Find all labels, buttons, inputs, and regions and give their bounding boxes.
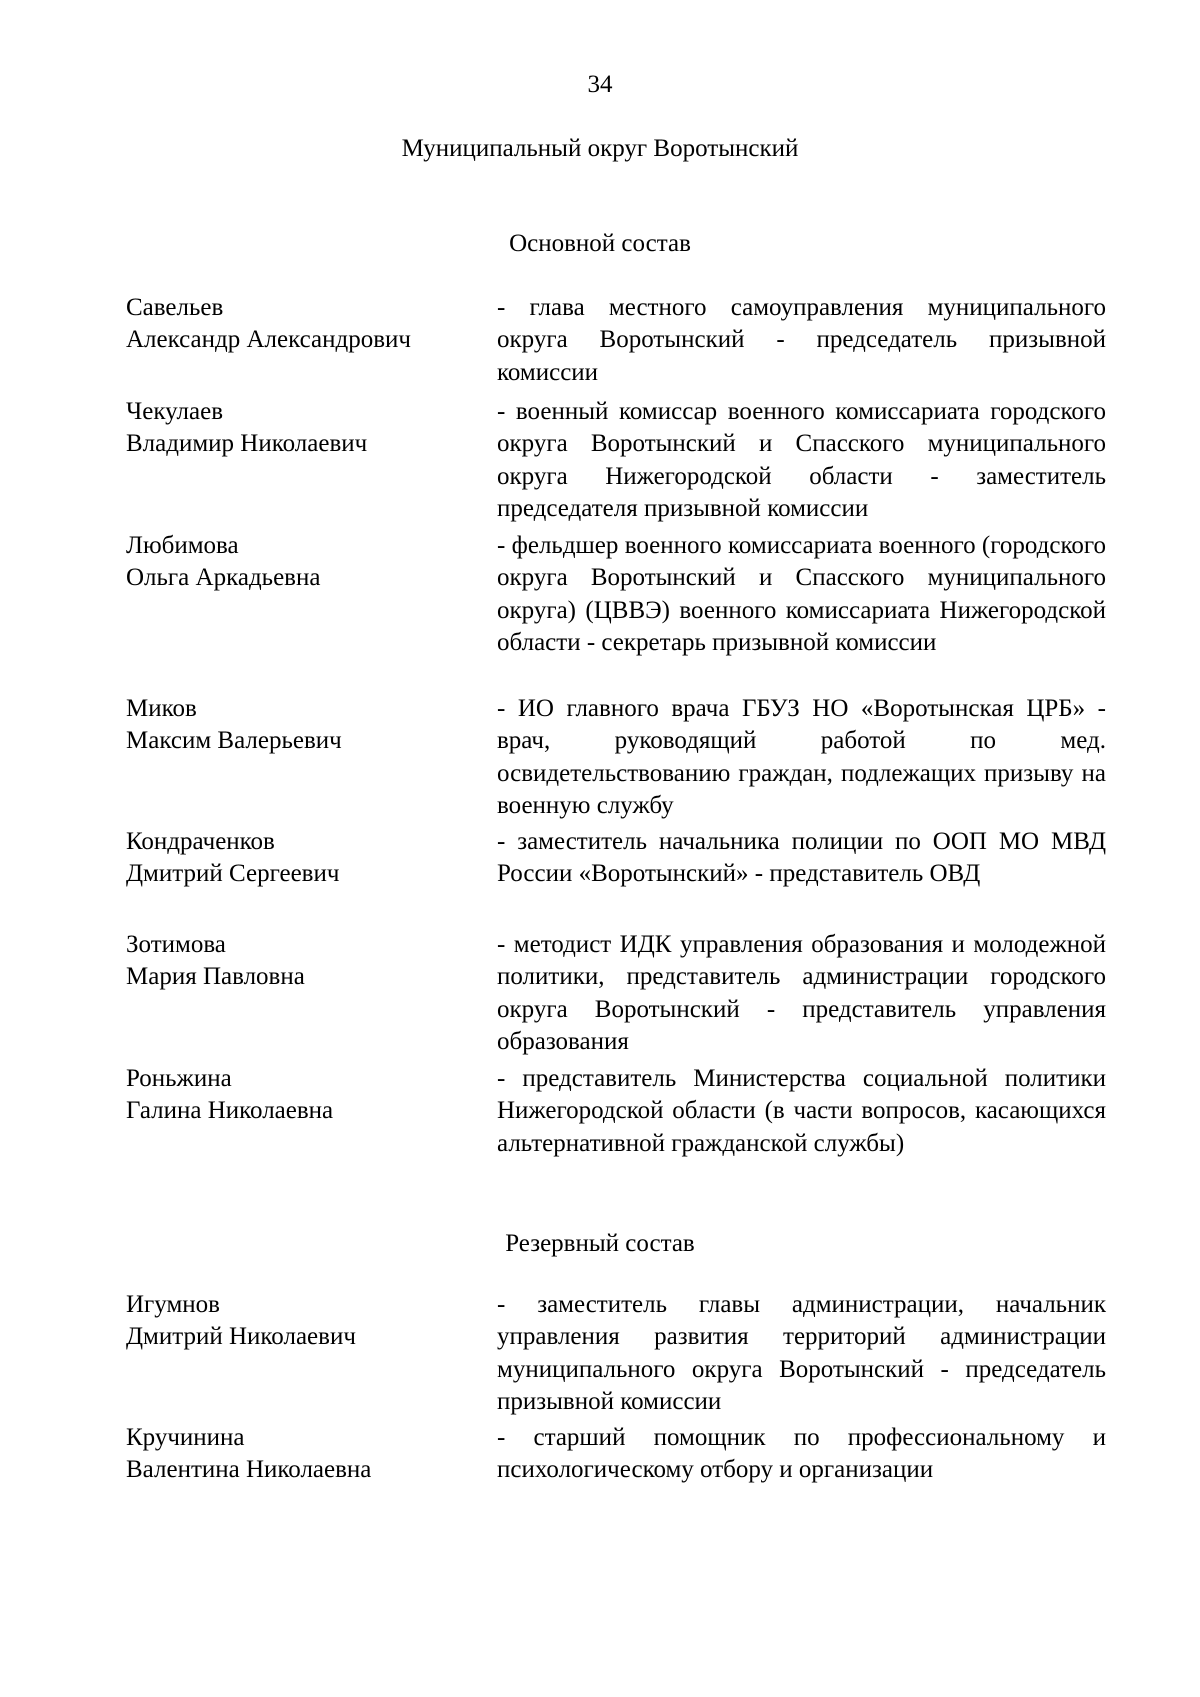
reserve-section-heading: Резервный состав <box>505 1230 695 1257</box>
member-role: - ИО главного врача ГБУЗ НО «Воротынская ЦРБ» - врач, руководящий работой по мед. освидетельствованию граждан, подлежащих призыву на военную службу <box>497 695 1106 819</box>
member-given-names: Галина Николаевна <box>126 1097 334 1125</box>
member-name <box>126 292 486 357</box>
member-name <box>126 826 486 891</box>
member-given-names: Ольга Аркадьевна <box>126 564 321 592</box>
member-surname: Чекулаев <box>126 398 224 425</box>
member-surname: Роньжина <box>126 1065 232 1092</box>
member-surname: Савельев <box>126 294 224 321</box>
member-role: - фельдшер военного комиссариата военного (городского округа Воротынский и Спасского муниципального округа) (ЦВВЭ) военного комиссариата Нижегородской области - секретарь призывной комиссии <box>497 532 1106 656</box>
member-name <box>126 929 486 994</box>
page-number: 34 <box>587 71 613 98</box>
document-title: Муниципальный округ Воротынский <box>401 135 799 162</box>
member-surname: Миков <box>126 695 197 722</box>
member-role: - заместитель начальника полиции по ООП МО МВД России «Воротынский» - представитель ОВД <box>497 828 1106 888</box>
member-name <box>126 1063 486 1128</box>
member-given-names: Александр Александрович <box>126 326 411 354</box>
member-name <box>126 693 486 758</box>
member-role: - представитель Министерства социальной политики Нижегородской области (в части вопросов, касающихся альтернативной гражданской службы) <box>497 1065 1106 1157</box>
member-given-names: Валентина Николаевна <box>126 1456 372 1484</box>
member-surname: Зотимова <box>126 931 226 958</box>
member-given-names: Дмитрий Николаевич <box>126 1323 356 1351</box>
member-given-names: Мария Павловна <box>126 963 305 991</box>
member-surname: Любимова <box>126 532 239 559</box>
member-given-names: Максим Валерьевич <box>126 727 342 755</box>
member-role: - военный комиссар военного комиссариата городского округа Воротынский и Спасского муниципального округа Нижегородской области - заместитель председателя призывной комиссии <box>497 398 1106 522</box>
member-role: - глава местного самоуправления муниципального округа Воротынский - председатель призывной комиссии <box>497 294 1106 386</box>
main-section-heading: Основной состав <box>509 230 691 257</box>
member-role: - методист ИДК управления образования и молодежной политики, представитель администрации городского округа Воротынский - представитель управления образования <box>497 931 1106 1055</box>
member-name <box>126 1289 486 1354</box>
member-given-names: Владимир Николаевич <box>126 430 368 458</box>
member-role: - старший помощник по профессиональному и психологическому отбору и организации <box>497 1424 1106 1484</box>
member-role: - заместитель главы администрации, начальник управления развития территорий администрации муниципального округа Воротынский - председатель призывной комиссии <box>497 1291 1106 1415</box>
member-surname: Кондраченков <box>126 828 275 855</box>
member-name <box>126 1422 486 1487</box>
member-name <box>126 530 486 595</box>
member-given-names: Дмитрий Сергеевич <box>126 860 340 888</box>
member-surname: Кручинина <box>126 1424 245 1451</box>
member-name <box>126 396 486 461</box>
member-surname: Игумнов <box>126 1291 220 1318</box>
